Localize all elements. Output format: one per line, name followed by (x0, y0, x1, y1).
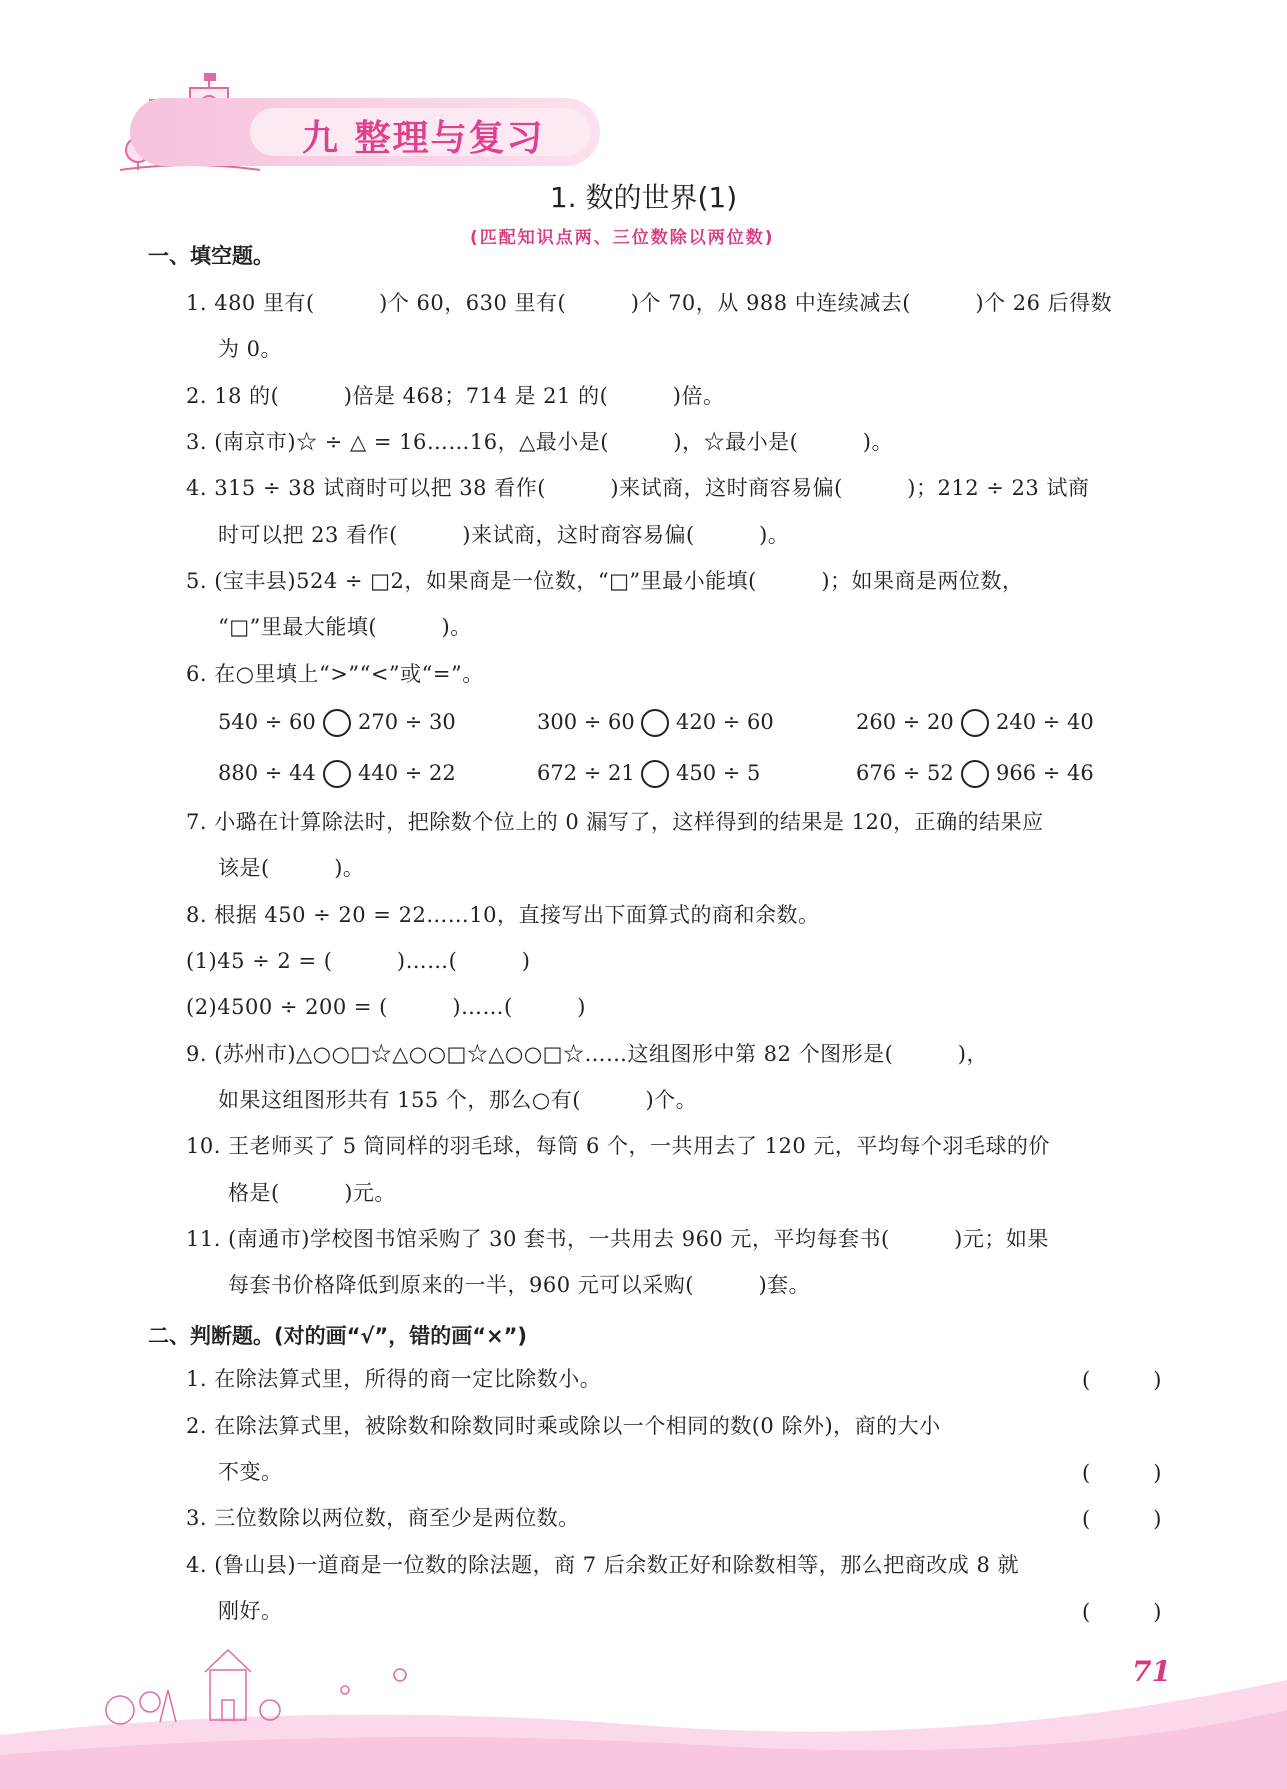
question-line: 刚好。 (218, 1599, 283, 1623)
comparison-right: 966 ÷ 46 (996, 761, 1094, 785)
question-line: 如果这组图形共有 155 个，那么○有( )个。 (218, 1088, 698, 1112)
lesson-title: 1. 数的世界(1) (549, 181, 738, 214)
comparison-left: 260 ÷ 20 (856, 710, 954, 734)
question-line: (1)45 ÷ 2 = ( )……( ) (186, 949, 531, 973)
chapter-title: 九 整理与复习 (302, 118, 545, 159)
compare-circle-blank[interactable] (323, 709, 351, 737)
question-line: 每套书价格降低到原来的一半，960 元可以采购( )套。 (228, 1273, 811, 1297)
question-line: 1. 在除法算式里，所得的商一定比除数小。 (186, 1367, 602, 1391)
comparison-left: 880 ÷ 44 (218, 761, 316, 785)
question-line: 1. 480 里有( )个 60，630 里有( )个 70，从 988 中连续减去( )个 26 后得数 (186, 291, 1113, 315)
question-line: 4. (鲁山县)一道商是一位数的除法题，商 7 后余数正好和除数相等，那么把商改成 8 就 (186, 1553, 1020, 1577)
comparison-right: 270 ÷ 30 (358, 710, 456, 734)
question-line: 6. 在○里填上“>”“<”或“=”。 (186, 662, 484, 686)
question-line: 10. 王老师买了 5 筒同样的羽毛球，每筒 6 个，一共用去了 120 元，平均每个羽毛球的价 (186, 1134, 1050, 1158)
question-line: 2. 在除法算式里，被除数和除数同时乘或除以一个相同的数(0 除外)，商的大小 (186, 1414, 941, 1438)
comparison-right: 240 ÷ 40 (996, 710, 1094, 734)
question-line: 8. 根据 450 ÷ 20 = 22……10，直接写出下面算式的商和余数。 (186, 903, 820, 927)
answer-blank[interactable]: ( ) (1082, 1368, 1162, 1392)
answer-blank[interactable]: ( ) (1082, 1461, 1162, 1485)
section-heading-true-false: 二、判断题。(对的画“√”，错的画“×”) (148, 1324, 528, 1348)
compare-circle-blank[interactable] (641, 760, 669, 788)
question-line: 3. 三位数除以两位数，商至少是两位数。 (186, 1506, 580, 1530)
comparison-left: 540 ÷ 60 (218, 710, 316, 734)
answer-blank[interactable]: ( ) (1082, 1507, 1162, 1531)
compare-circle-blank[interactable] (961, 709, 989, 737)
question-line: (2)4500 ÷ 200 = ( )……( ) (186, 995, 586, 1019)
question-line: 该是( )。 (218, 856, 365, 880)
question-line: 7. 小璐在计算除法时，把除数个位上的 0 漏写了，这样得到的结果是 120，正确的结果应 (186, 810, 1044, 834)
question-line: 2. 18 的( )倍是 468；714 是 21 的( )倍。 (186, 384, 725, 408)
compare-circle-blank[interactable] (641, 709, 669, 737)
comparison-right: 440 ÷ 22 (358, 761, 456, 785)
question-line: 3. (南京市)☆ ÷ △ = 16……16，△最小是( )，☆最小是( )。 (186, 430, 894, 454)
question-line: 为 0。 (218, 337, 283, 361)
question-line: 格是( )元。 (228, 1181, 396, 1205)
comparison-left: 300 ÷ 60 (537, 710, 635, 734)
question-line: 5. (宝丰县)524 ÷ □2，如果商是一位数，“□”里最小能填( )；如果商是两位数， (186, 569, 1024, 593)
comparison-right: 450 ÷ 5 (676, 761, 761, 785)
compare-circle-blank[interactable] (961, 760, 989, 788)
section-heading-fill-in: 一、填空题。 (148, 244, 274, 268)
answer-blank[interactable]: ( ) (1082, 1600, 1162, 1624)
comparison-right: 420 ÷ 60 (676, 710, 774, 734)
lesson-subtitle: (匹配知识点两、三位数除以两位数) (470, 228, 775, 248)
compare-circle-blank[interactable] (323, 760, 351, 788)
comparison-left: 672 ÷ 21 (537, 761, 635, 785)
question-line: “□”里最大能填( )。 (218, 615, 472, 639)
question-line: 11. (南通市)学校图书馆采购了 30 套书，一共用去 960 元，平均每套书( )元；如果 (186, 1227, 1049, 1251)
question-line: 时可以把 23 看作( )来试商，这时商容易偏( )。 (218, 523, 790, 547)
comparison-left: 676 ÷ 52 (856, 761, 954, 785)
question-line: 4. 315 ÷ 38 试商时可以把 38 看作( )来试商，这时商容易偏( )；212 ÷ 23 试商 (186, 476, 1090, 500)
page-number: 71 (1132, 1655, 1171, 1688)
question-line: 9. (苏州市)△○○□☆△○○□☆△○○□☆……这组图形中第 82 个图形是( )， (186, 1042, 988, 1066)
footer-wave-decoration (0, 1640, 1287, 1789)
question-line: 不变。 (218, 1460, 283, 1484)
